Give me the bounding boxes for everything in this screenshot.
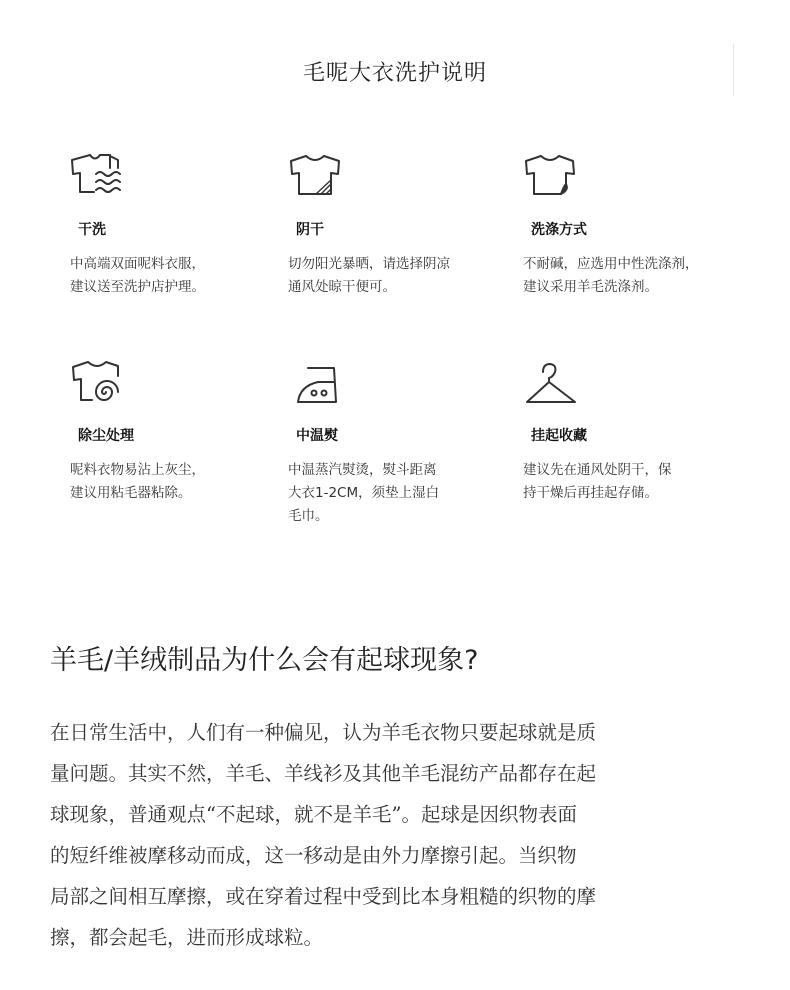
- hanger-icon: [523, 358, 579, 404]
- care-heading: 洗涤方式: [531, 222, 587, 238]
- shirt-detergent-icon: [523, 152, 579, 198]
- shirt-shade-dry-icon: [288, 152, 344, 198]
- iron-icon: [288, 358, 344, 404]
- care-description: 不耐碱，应选用中性洗涤剂， 建议采用羊毛洗涤剂。: [523, 256, 699, 295]
- care-description: 中高端双面呢料衣服， 建议送至洗护店护理。: [70, 256, 205, 295]
- shirt-lint-roller-icon: [70, 358, 126, 404]
- shirt-wash-icon: [70, 152, 126, 198]
- care-heading: 干洗: [78, 222, 106, 238]
- care-heading: 除尘处理: [78, 428, 134, 444]
- care-heading: 阴干: [296, 222, 324, 238]
- care-description: 建议先在通风处阴干，保 持干燥后再挂起存储。: [523, 462, 672, 501]
- section-title: 羊毛/羊绒制品为什么会有起球现象?: [50, 645, 479, 676]
- care-description: 中温蒸汽熨烫，熨斗距离 大衣1-2CM，须垫上湿白 毛巾。: [288, 462, 440, 524]
- care-description: 切勿阳光暴晒，请选择阴凉 通风处晾干便可。: [288, 256, 450, 295]
- care-heading: 中温熨: [296, 428, 338, 444]
- article-body: 在日常生活中，人们有一种偏见，认为羊毛衣物只要起球就是质 量问题。其实不然，羊毛、羊线衫及其他羊毛混纺产品都存在起 球现象，普通观点“不起球，就不是羊毛”。起球是因织物表面 的短纤维被摩移动而成，这一移动是由外力摩擦引起。当织物 局部之间相互摩擦，或在穿着过程中受到比本身粗糙的织物的摩 擦，都会起毛，进而形成球粒。: [50, 721, 597, 949]
- care-description: 呢料衣物易沾上灰尘， 建议用粘毛器粘除。: [70, 462, 205, 501]
- care-heading: 挂起收藏: [531, 428, 587, 444]
- corner-divider: [733, 44, 734, 96]
- page-title: 毛呢大衣洗护说明: [302, 61, 487, 86]
